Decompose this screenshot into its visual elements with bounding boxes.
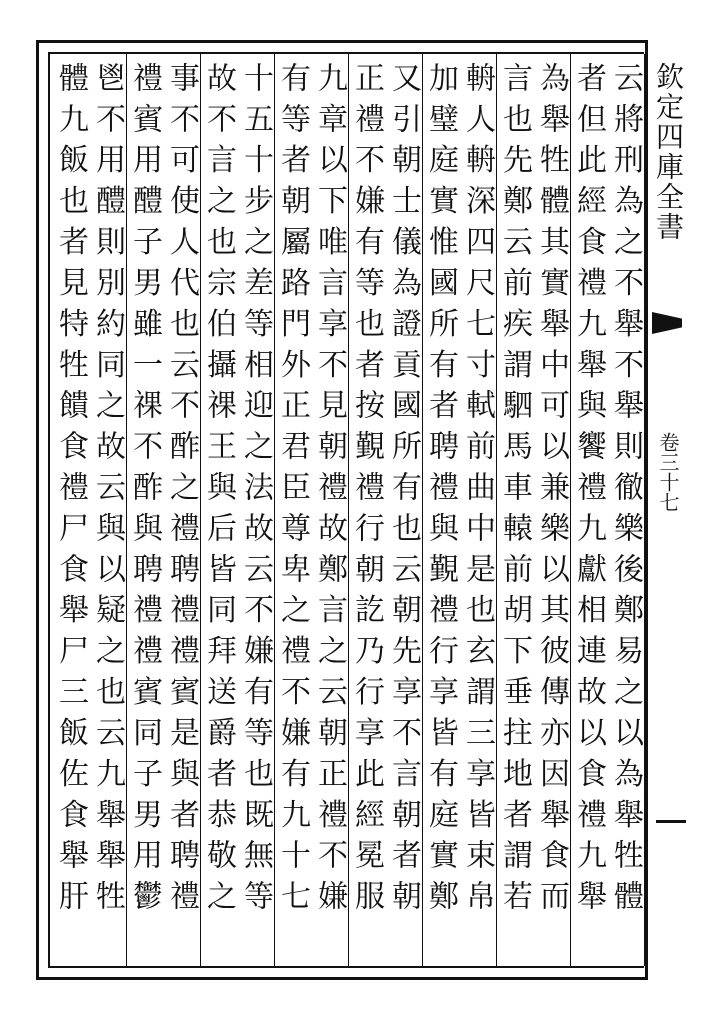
text-column-15: 鬯不用醴則別約同之故云與以疑之也云九舉舉牲 [90, 62, 125, 922]
column-rule [422, 54, 423, 966]
text-column-10: 有等者朝屬路門外正君臣尊卑之禮不嫌有九十七 [275, 62, 310, 922]
text-column-12: 故不言之也宗伯攝祼王與后皆同拜送爵者恭敬之 [201, 62, 236, 922]
text-column-1: 云將刑為之不舉不舉則徹樂後鄭易之以為舉牲體 [608, 62, 643, 922]
text-column-5: 輈人輈深四尺七寸軾前曲中是也玄謂三享皆束帛 [460, 62, 495, 922]
text-column-2: 者但此經食禮九舉與饗禮九獻相連故以食禮九舉 [571, 62, 606, 922]
text-column-11: 十五十步之差等相迎之法故云不嫌有等也既無等 [238, 62, 273, 922]
text-column-14: 禮賓用醴子男雖一祼不酢與聘禮禮賓同子男用鬱 [127, 62, 162, 922]
text-column-7: 又引朝士儀為證貢國所有也云朝先享不言朝者朝 [386, 62, 421, 922]
text-column-9: 九章以下唯言享不見朝禮故鄭言之云朝正禮不嫌 [312, 62, 347, 922]
column-rule [200, 54, 201, 966]
text-column-13: 事不可使人代也云不酢之禮聘禮禮賓是與者聘禮 [164, 62, 199, 922]
column-rule [126, 54, 127, 966]
text-column-3: 為舉牲體其實舉中可以兼樂以其彼傳亦因舉食而 [534, 62, 569, 922]
text-column-6: 加璧庭實惟國所有者聘禮與覲禮行享皆有庭實鄭 [423, 62, 458, 922]
text-column-16: 體九飯也者見特牲饋食禮尸食舉尸三飯佐食舉肝 [53, 62, 88, 922]
text-column-4: 言也先鄭云前疾謂駟馬車轅前胡下垂拄地者謂若 [497, 62, 532, 922]
folio-mark [656, 820, 686, 823]
column-rule [570, 54, 571, 966]
column-rule [496, 54, 497, 966]
column-rule [644, 54, 645, 966]
column-rule [348, 54, 349, 966]
volume-number: 卷三十七 [656, 432, 680, 512]
column-rule [274, 54, 275, 966]
book-title: 欽定四庫全書 [652, 62, 685, 242]
text-column-8: 正禮不嫌有等也者按覲禮行朝訖乃行享此經冕服 [349, 62, 384, 922]
